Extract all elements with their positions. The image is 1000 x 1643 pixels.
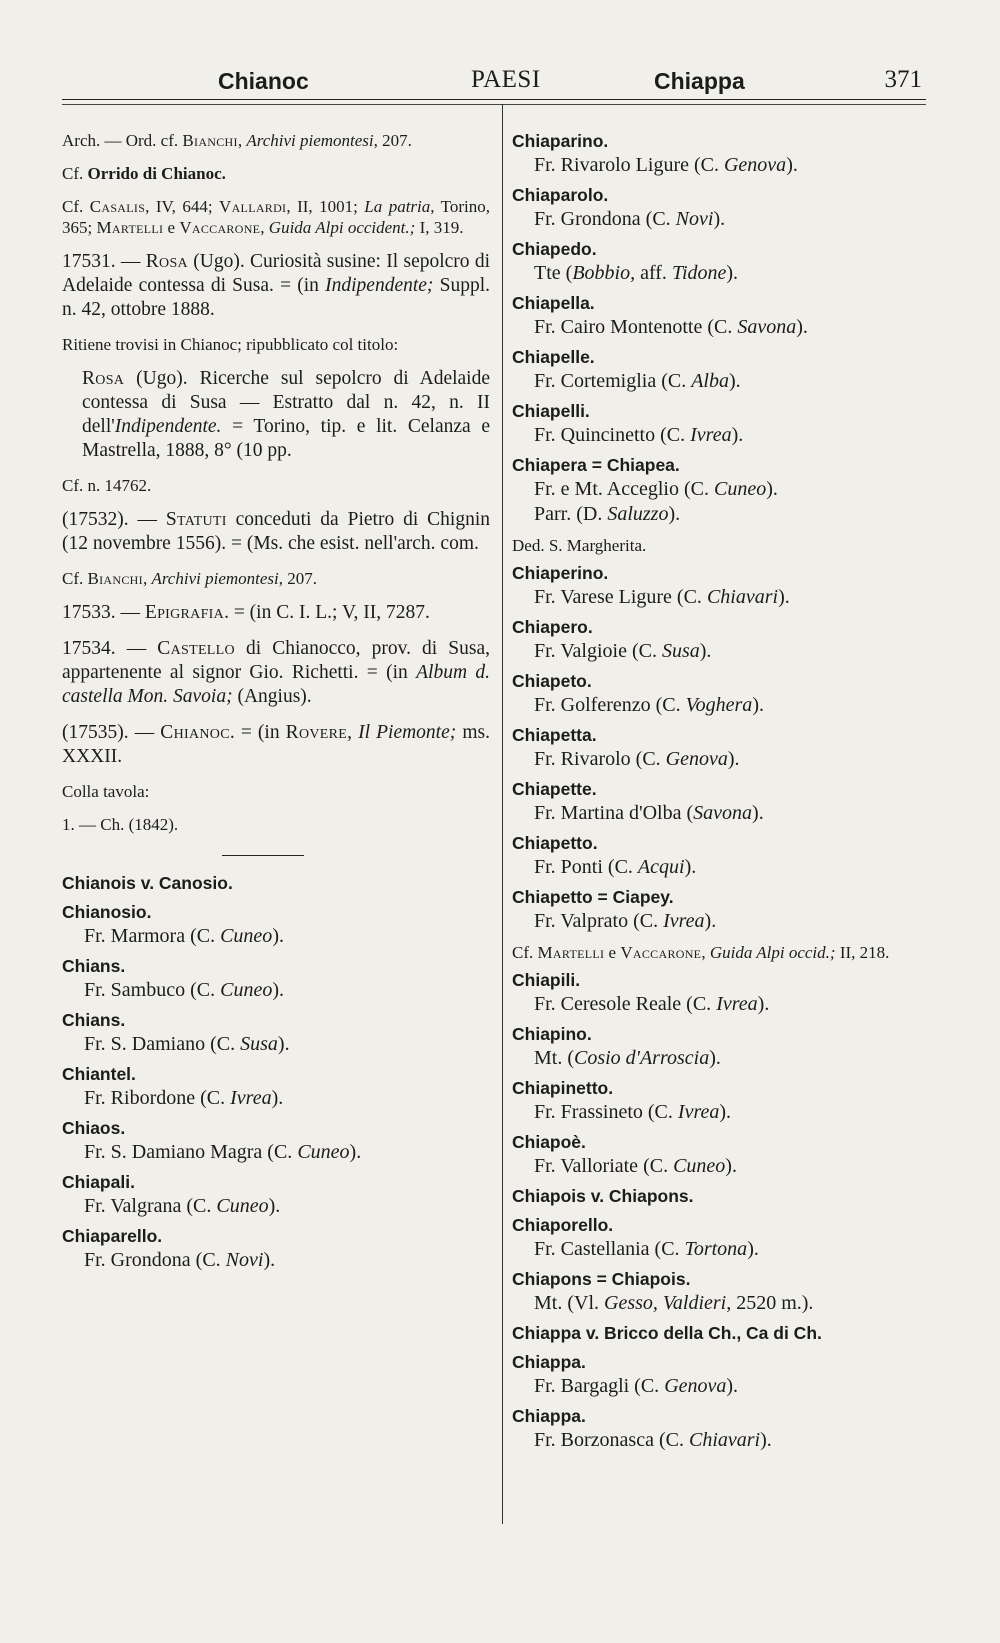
- header-rule-thin: [62, 104, 926, 105]
- text-run: , IV, 644;: [145, 197, 220, 216]
- cf-14762: [62, 475, 490, 496]
- cf-orrido: [62, 163, 490, 184]
- text-run: ).: [752, 802, 764, 824]
- entry-detail: [512, 1291, 932, 1316]
- text-run: , 207.: [373, 131, 412, 150]
- text-run: ).: [277, 1033, 290, 1055]
- entry-detail: [62, 1140, 490, 1165]
- rosa-ricerche: [62, 367, 490, 463]
- gazetteer-entry: [512, 454, 932, 556]
- text-run: 2520 m.).: [731, 1292, 814, 1314]
- text-run: ).: [752, 694, 764, 716]
- entry-detail: [512, 855, 932, 880]
- text-run: Arch. — Ord. cf.: [62, 131, 183, 150]
- text-run: ,: [237, 131, 247, 150]
- text-run: Rosa: [145, 251, 188, 272]
- text-run: ).: [731, 424, 744, 446]
- entry-headword: Chiapons = Chiapois.: [512, 1269, 691, 1289]
- text-run: Guida Alpi occid.;: [709, 943, 836, 962]
- entry-note: [512, 535, 932, 556]
- gazetteer-entry: [512, 130, 932, 178]
- gazetteer-entry: [512, 886, 932, 963]
- text-run: conceduti da Pietro di Chignin (12 novembre 1556). = (Ms. che esist. nell'arch. com.: [62, 509, 490, 554]
- gazetteer-entry: [62, 1117, 490, 1165]
- entry-headword: Chiapera = Chiapea.: [512, 455, 680, 475]
- text-run: . = (in C. I. L.; V, II, 7287.: [224, 602, 430, 623]
- text-run: ).: [778, 586, 790, 608]
- entry-detail: [512, 585, 932, 610]
- entry-headword: Chiapetto = Ciapey.: [512, 887, 674, 907]
- text-run: Bianchi: [87, 569, 143, 588]
- text-run: ).: [684, 856, 697, 878]
- colla-tavola: [62, 781, 490, 802]
- text-run: ).: [719, 1101, 732, 1123]
- text-run: , 207.: [278, 569, 317, 588]
- text-run: Fr. e Mt. Acceglio (C.: [534, 478, 714, 500]
- text-run: ).: [726, 262, 739, 284]
- gazetteer-entry: [512, 1322, 932, 1345]
- text-run: Fr. Valprato (C.: [534, 910, 664, 932]
- text-run: Statuti: [165, 509, 227, 530]
- text-run: Mt. (Vl.: [534, 1292, 604, 1314]
- text-run: Fr. Cortemiglia (C.: [534, 370, 692, 392]
- text-run: Genova: [723, 154, 787, 176]
- entry-detail: [62, 1194, 490, 1219]
- entry-headword: Chiaos.: [62, 1118, 126, 1138]
- entry-detail: [512, 1237, 932, 1262]
- entry-detail: [512, 747, 932, 772]
- text-run: Bobbio,: [572, 262, 636, 284]
- entry-headword: Chiappa.: [512, 1406, 586, 1426]
- text-run: Fr. Ceresole Reale (C.: [534, 993, 717, 1015]
- entry-detail: [512, 153, 932, 178]
- entry-headword: Chiapedo.: [512, 239, 597, 259]
- entry-detail: [512, 1100, 932, 1125]
- text-run: Indipendente;: [325, 275, 434, 296]
- text-run: Genova: [665, 748, 728, 770]
- gazetteer-entry: [512, 1185, 932, 1208]
- text-run: Cuneo: [713, 478, 767, 500]
- gazetteer-entry: [512, 616, 932, 664]
- entry-detail: [512, 207, 932, 232]
- entry-headword: Chiapetta.: [512, 725, 597, 745]
- text-run: ,: [142, 569, 152, 588]
- text-run: Casalis: [89, 197, 146, 216]
- entry-headword: Chiaparello.: [62, 1226, 163, 1246]
- text-run: Novi: [675, 208, 714, 230]
- gazetteer-entry: [512, 1131, 932, 1179]
- text-run: 17533. —: [62, 602, 145, 623]
- text-run: Fr. Golferenzo (C.: [534, 694, 686, 716]
- gazetteer-entry: [512, 778, 932, 826]
- text-run: ).: [272, 925, 284, 947]
- text-run: (Angius).: [232, 686, 312, 707]
- text-run: Ivrea: [230, 1087, 272, 1109]
- text-run: ).: [726, 1375, 739, 1397]
- entry-headword: Chiapetto.: [512, 833, 598, 853]
- text-run: Savona: [737, 316, 797, 338]
- text-run: , Torino, 365;: [62, 197, 490, 237]
- arch-note: [62, 130, 490, 151]
- entry-headword: Chianosio.: [62, 902, 152, 922]
- text-run: Ivrea: [677, 1101, 720, 1123]
- text-run: Rovere: [285, 722, 348, 743]
- entry-headword: Chiapali.: [62, 1172, 135, 1192]
- text-run: ).: [271, 1087, 284, 1109]
- text-run: Ivrea: [663, 910, 705, 932]
- text-run: Parr. (D.: [534, 503, 608, 525]
- entry-17534: [62, 637, 490, 709]
- text-run: ).: [757, 993, 770, 1015]
- header-rule: [62, 99, 926, 100]
- gazetteer-entry: [512, 670, 932, 718]
- text-run: Fr. Valgioie (C.: [534, 640, 662, 662]
- page-number: 371: [884, 66, 922, 93]
- text-run: ,: [701, 943, 710, 962]
- entry-detail: [512, 693, 932, 718]
- text-run: ).: [786, 154, 798, 176]
- text-run: ).: [709, 1047, 721, 1069]
- entry-headword: Chiaparino.: [512, 131, 609, 151]
- text-run: Gesso, Valdieri,: [604, 1292, 732, 1314]
- text-run: Archivi piemontesi: [151, 569, 279, 588]
- text-run: Fr. S. Damiano (C.: [84, 1033, 241, 1055]
- entry-detail: [512, 1046, 932, 1071]
- text-run: ).: [268, 1195, 281, 1217]
- text-run: Cf. n. 14762.: [62, 476, 152, 495]
- text-run: Tortona: [684, 1238, 748, 1260]
- text-run: Fr. Grondona (C.: [534, 208, 676, 230]
- entry-detail: [512, 992, 932, 1017]
- entry-detail: [512, 801, 932, 826]
- gazetteer-entry: [62, 901, 490, 949]
- text-run: Fr. Castellania (C.: [534, 1238, 685, 1260]
- text-run: Savona: [693, 802, 753, 824]
- text-run: Mt. (: [534, 1047, 574, 1069]
- text-run: 17534. —: [62, 638, 158, 659]
- text-run: Fr. S. Damiano Magra (C.: [84, 1141, 298, 1163]
- text-run: = Torino, tip. e lit. Celanza e Mastrella, 1888, 8° (10 pp.: [82, 416, 490, 461]
- text-run: Ritiene trovisi in Chianoc; ripubblicato col titolo:: [62, 335, 399, 354]
- text-run: Acqui: [637, 856, 685, 878]
- entry-headword: Chiappa v. Bricco della Ch., Ca di Ch.: [512, 1323, 822, 1343]
- gazetteer-entry: [512, 1023, 932, 1071]
- text-run: Fr. Quincinetto (C.: [534, 424, 691, 446]
- text-run: Ivrea: [716, 993, 758, 1015]
- text-run: (Ugo). Ricerche sul sepolcro di Adelaide contessa di Susa — Estratto dal n. 42, n. II dell': [82, 368, 490, 437]
- text-run: Bianchi: [182, 131, 238, 150]
- gazetteer-entry: [512, 1214, 932, 1262]
- text-run: Chiavari: [688, 1429, 761, 1451]
- text-run: . = (in: [229, 722, 286, 743]
- entry-note: [512, 942, 932, 963]
- text-run: Ivrea: [690, 424, 732, 446]
- entry-headword: Chiapeto.: [512, 671, 592, 691]
- entry-17531: [62, 250, 490, 322]
- entry-detail: [512, 639, 932, 664]
- text-run: ).: [727, 748, 740, 770]
- entry-headword: Chiaperino.: [512, 563, 609, 583]
- entry-headword: Chiapili.: [512, 970, 581, 990]
- text-run: Cuneo: [216, 1195, 269, 1217]
- entry-17535: [62, 721, 490, 769]
- text-run: ).: [272, 979, 285, 1001]
- text-run: di Chianocco, prov. di Susa, appartenente al signor Gio. Richetti. = (in: [62, 638, 491, 683]
- text-run: Archivi piemontesi: [246, 131, 374, 150]
- text-run: e: [163, 218, 180, 237]
- left-column: [62, 130, 490, 1279]
- gazetteer-entry: [512, 562, 932, 610]
- entry-detail: [62, 978, 490, 1003]
- text-run: ).: [699, 640, 712, 662]
- right-column: [512, 130, 932, 1459]
- text-run: La patria: [364, 197, 431, 216]
- entry-detail: [512, 423, 932, 448]
- entry-detail: [512, 502, 932, 527]
- text-run: e: [604, 943, 621, 962]
- text-run: Susa: [240, 1033, 278, 1055]
- text-run: Colla tavola:: [62, 782, 150, 801]
- entry-detail: [512, 1428, 932, 1453]
- text-run: Vallardi: [219, 197, 287, 216]
- text-run: Suppl. n. 42, ottobre 1888.: [62, 275, 490, 320]
- gazetteer-entry: [62, 872, 490, 895]
- gazetteer-entry: [512, 1351, 932, 1399]
- text-run: 17531. —: [62, 251, 146, 272]
- text-run: Chianoc: [160, 722, 230, 743]
- text-run: Castello: [157, 638, 235, 659]
- entry-detail: [62, 1086, 490, 1111]
- entry-detail: [512, 315, 932, 340]
- text-run: ).: [725, 1155, 737, 1177]
- entry-detail: [62, 1248, 490, 1273]
- entry-headword: Chiapinetto.: [512, 1078, 614, 1098]
- text-run: Fr. Ponti (C.: [534, 856, 638, 878]
- text-run: Susa: [661, 640, 700, 662]
- text-run: Martelli: [537, 943, 605, 962]
- text-run: Vaccarone: [620, 943, 702, 962]
- entry-headword: Chiantel.: [62, 1064, 136, 1084]
- entry-17533: [62, 601, 490, 625]
- entry-headword: Chiapoè.: [512, 1132, 586, 1152]
- text-run: Cf.: [62, 164, 88, 183]
- text-run: Rosa: [82, 368, 125, 389]
- text-run: Cuneo: [673, 1155, 726, 1177]
- text-run: Indipendente.: [114, 416, 222, 437]
- text-run: Fr. Cairo Montenotte (C.: [534, 316, 738, 338]
- cf-bianchi: [62, 568, 490, 589]
- running-header: [62, 62, 922, 102]
- entry-headword: Chiaporello.: [512, 1215, 614, 1235]
- text-run: ).: [760, 1429, 772, 1451]
- text-run: (Ugo). Curiosità susine: Il sepolcro di Adelaide contessa di Susa. = (in: [62, 251, 491, 296]
- gazetteer-entry: [512, 400, 932, 448]
- header-left-word: Chianoc: [218, 68, 309, 94]
- entry-detail: [512, 909, 932, 934]
- text-run: Vaccarone: [179, 218, 261, 237]
- gazetteer-entry: [512, 969, 932, 1017]
- text-run: Epigrafia: [144, 602, 225, 623]
- entry-detail: [512, 1154, 932, 1179]
- text-run: Fr. Grondona (C.: [84, 1249, 226, 1271]
- gazetteer-entry: [62, 1009, 490, 1057]
- text-run: Cuneo: [220, 979, 273, 1001]
- text-run: ).: [766, 478, 778, 500]
- text-run: , II, 1001;: [286, 197, 365, 216]
- text-run: Cuneo: [220, 925, 273, 947]
- text-run: Fr. Sambuco (C.: [84, 979, 221, 1001]
- entry-headword: Chiapelle.: [512, 347, 595, 367]
- gazetteer-entry: [62, 1225, 490, 1273]
- entry-headword: Chiapelli.: [512, 401, 590, 421]
- entry-17532: [62, 508, 490, 556]
- text-run: ).: [668, 503, 681, 525]
- text-run: aff.: [635, 262, 672, 284]
- text-run: ).: [263, 1249, 276, 1271]
- gazetteer-entry: [62, 955, 490, 1003]
- text-run: Cosio d'Arroscia: [574, 1047, 710, 1069]
- text-run: Martelli: [96, 218, 164, 237]
- column-divider: [502, 104, 503, 1524]
- text-run: ,: [260, 218, 269, 237]
- text-run: Il Piemonte;: [358, 722, 457, 743]
- section-rule: [222, 855, 304, 856]
- entry-headword: Chiappa.: [512, 1352, 586, 1372]
- text-run: Fr. Ribordone (C.: [84, 1087, 231, 1109]
- text-run: ms. XXXII.: [62, 722, 490, 767]
- text-run: Fr. Rivarolo Ligure (C.: [534, 154, 724, 176]
- text-run: ).: [747, 1238, 759, 1260]
- gazetteer-entry: [62, 1063, 490, 1111]
- entry-headword: Chiaparolo.: [512, 185, 609, 205]
- entry-headword: Chiapois v. Chiapons.: [512, 1186, 694, 1206]
- entry-detail: [62, 1032, 490, 1057]
- gazetteer-entry: [62, 1171, 490, 1219]
- entry-detail: [512, 477, 932, 502]
- gazetteer-entry: [512, 1268, 932, 1316]
- text-run: Cf.: [62, 569, 88, 588]
- text-run: (17532). —: [62, 509, 166, 530]
- text-run: I, 319.: [415, 218, 464, 237]
- text-run: Saluzzo: [607, 503, 669, 525]
- gazetteer-entry: [512, 1077, 932, 1125]
- text-run: Orrido di Chianoc.: [87, 164, 226, 183]
- text-run: Genova: [664, 1375, 727, 1397]
- text-run: Fr. Varese Ligure (C.: [534, 586, 707, 608]
- gazetteer-entry: [512, 184, 932, 232]
- text-run: ).: [796, 316, 808, 338]
- entry-headword: Chians.: [62, 1010, 126, 1030]
- entry-detail: [512, 369, 932, 394]
- gazetteer-entry: [512, 724, 932, 772]
- text-run: 1. — Ch. (1842).: [62, 815, 179, 834]
- entry-headword: Chiapino.: [512, 1024, 592, 1044]
- gazetteer-entry: [512, 1405, 932, 1453]
- text-run: Cf.: [512, 943, 538, 962]
- text-run: Ded. S. Margherita.: [512, 536, 647, 555]
- text-run: Guida Alpi occident.;: [268, 218, 416, 237]
- entry-detail: [512, 261, 932, 286]
- text-run: ,: [347, 722, 359, 743]
- text-run: Cuneo: [297, 1141, 350, 1163]
- entry-headword: Chians.: [62, 956, 126, 976]
- text-run: Tte (: [534, 262, 573, 284]
- text-run: Chiavari: [706, 586, 779, 608]
- text-run: ).: [349, 1141, 362, 1163]
- header-right-word: Chiappa: [654, 68, 745, 94]
- text-run: Fr. Valgrana (C.: [84, 1195, 217, 1217]
- text-run: Fr. Marmora (C.: [84, 925, 221, 947]
- entry-detail: [62, 924, 490, 949]
- entry-headword: Chiapella.: [512, 293, 595, 313]
- text-run: Cf.: [62, 197, 90, 216]
- text-run: Fr. Borzonasca (C.: [534, 1429, 689, 1451]
- text-run: ).: [713, 208, 726, 230]
- entry-detail: [512, 1374, 932, 1399]
- text-run: Fr. Frassineto (C.: [534, 1101, 678, 1123]
- text-run: ).: [729, 370, 741, 392]
- gazetteer-entry: [512, 238, 932, 286]
- text-run: Voghera: [685, 694, 753, 716]
- text-run: Fr. Martina d'Olba (: [534, 802, 694, 824]
- left-bibliography: [62, 130, 490, 835]
- gazetteer-entry: [512, 346, 932, 394]
- text-run: Fr. Rivarolo (C.: [534, 748, 666, 770]
- text-run: Tidone: [671, 262, 727, 284]
- text-run: ).: [704, 910, 717, 932]
- right-gazetteer-entries: [512, 130, 932, 1453]
- entry-headword: Chiapette.: [512, 779, 597, 799]
- header-section: PAESI: [471, 66, 541, 93]
- text-run: Album d. castella Mon. Savoia;: [62, 662, 490, 707]
- cf-casalis: [62, 196, 490, 238]
- text-run: Novi: [225, 1249, 264, 1271]
- text-run: Alba: [691, 370, 729, 392]
- text-run: Fr. Valloriate (C.: [534, 1155, 674, 1177]
- entry-headword: Chiapero.: [512, 617, 593, 637]
- gazetteer-entry: [512, 292, 932, 340]
- gazetteer-entry: [512, 832, 932, 880]
- left-gazetteer-entries: [62, 872, 490, 1273]
- text-run: (17535). —: [62, 722, 161, 743]
- ritiene-note: [62, 334, 490, 355]
- text-run: Fr. Bargagli (C.: [534, 1375, 665, 1397]
- text-run: II, 218.: [835, 943, 890, 962]
- tavola-1: [62, 814, 490, 835]
- entry-headword: Chianois v. Canosio.: [62, 873, 233, 893]
